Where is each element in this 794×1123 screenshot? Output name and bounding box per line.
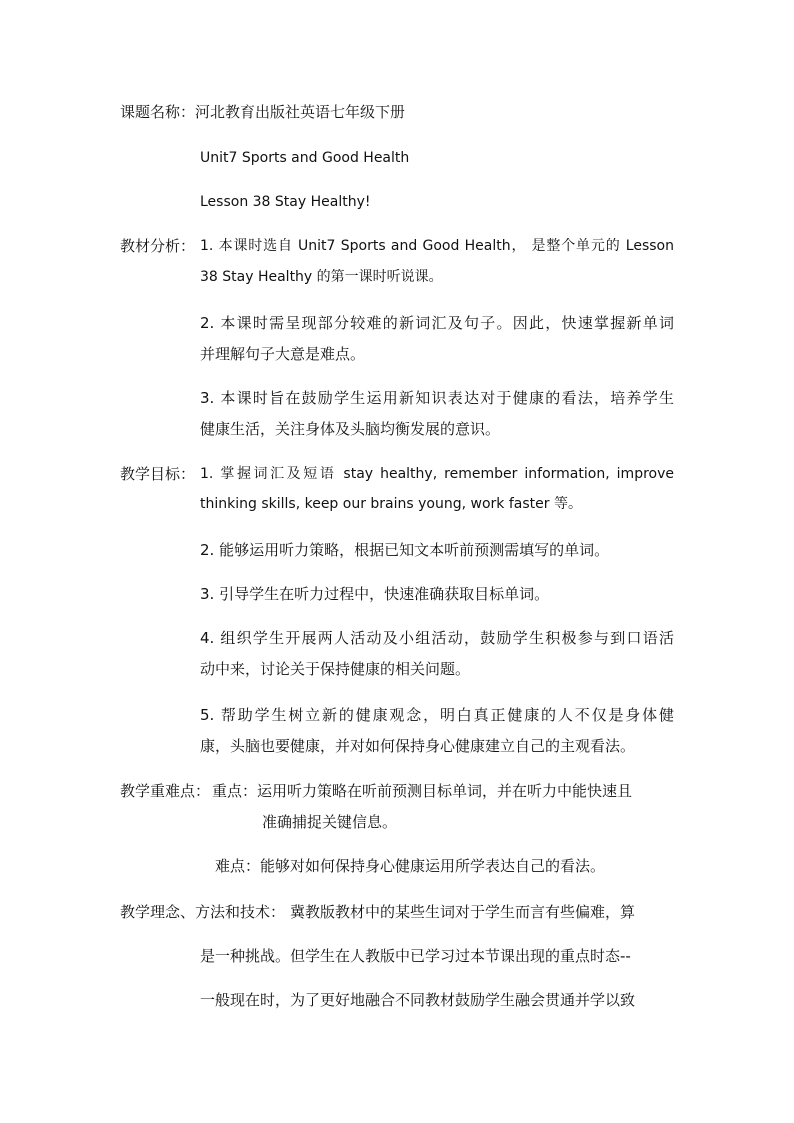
methods-line2: 是一种挑战。但学生在人教版中已学习过本节课出现的重点时态-- <box>200 947 631 965</box>
course-unit: Unit7 Sports and Good Health <box>200 150 410 166</box>
course-title-label: 课题名称： <box>120 103 196 121</box>
course-title-value: 河北教育出版社英语七年级下册 <box>195 103 406 121</box>
objective-5-line1: 5. 帮助学生树立新的健康观念，明白真正健康的人不仅是身体健 <box>200 706 674 724</box>
key-points-label: 教学重难点： <box>120 782 211 800</box>
key-points-difficulty: 难点：能够对如何保持身心健康运用所学表达自己的看法。 <box>215 857 606 875</box>
methods-line1: 冀教版教材中的某些生词对于学生而言有些偏难，算 <box>290 903 636 921</box>
course-lesson: Lesson 38 Stay Healthy! <box>200 194 371 210</box>
analysis-item-2-line1: 2. 本课时需呈现部分较难的新词汇及句子。因此，快速掌握新单词 <box>200 314 674 332</box>
analysis-item-2-line2: 并理解句子大意是难点。 <box>200 345 366 363</box>
analysis-item-3-line1: 3. 本课时旨在鼓励学生运用新知识表达对于健康的看法，培养学生 <box>200 389 674 407</box>
objective-1-line1: 1. 掌握词汇及短语 stay healthy, remember information, improve <box>200 466 674 482</box>
analysis-item-1-line1: 1. 本课时选自 Unit7 Sports and Good Health， 是整个单元的 Lesson <box>200 238 674 254</box>
objective-5-line2: 康，头脑也要健康，并对如何保持身心健康建立自己的主观看法。 <box>200 737 636 755</box>
key-points-focus-line2: 准确捕捉关键信息。 <box>262 813 398 831</box>
objective-1-line2: thinking skills, keep our brains young, work faster 等。 <box>200 496 582 512</box>
objective-4-line2: 动中来，讨论关于保持健康的相关问题。 <box>200 660 471 678</box>
key-points-focus-line1: 重点：运用听力策略在听前预测目标单词，并在听力中能快速且 <box>212 782 633 800</box>
methods-label: 教学理念、方法和技术： <box>120 903 286 921</box>
analysis-item-1-line2: 38 Stay Healthy 的第一课时听说课。 <box>200 269 443 285</box>
analysis-item-3-line2: 健康生活，关注身体及头脑均衡发展的意识。 <box>200 420 501 438</box>
methods-line3: 一般现在时，为了更好地融合不同教材鼓励学生融会贯通并学以致 <box>200 991 636 1009</box>
objectives-label: 教学目标： <box>120 465 196 483</box>
objective-3: 3. 引导学生在听力过程中，快速准确获取目标单词。 <box>200 585 550 603</box>
objective-2: 2. 能够运用听力策略，根据已知文本听前预测需填写的单词。 <box>200 541 610 559</box>
objective-4-line1: 4. 组织学生开展两人活动及小组活动，鼓励学生积极参与到口语活 <box>200 629 674 647</box>
analysis-label: 教材分析： <box>120 237 196 255</box>
